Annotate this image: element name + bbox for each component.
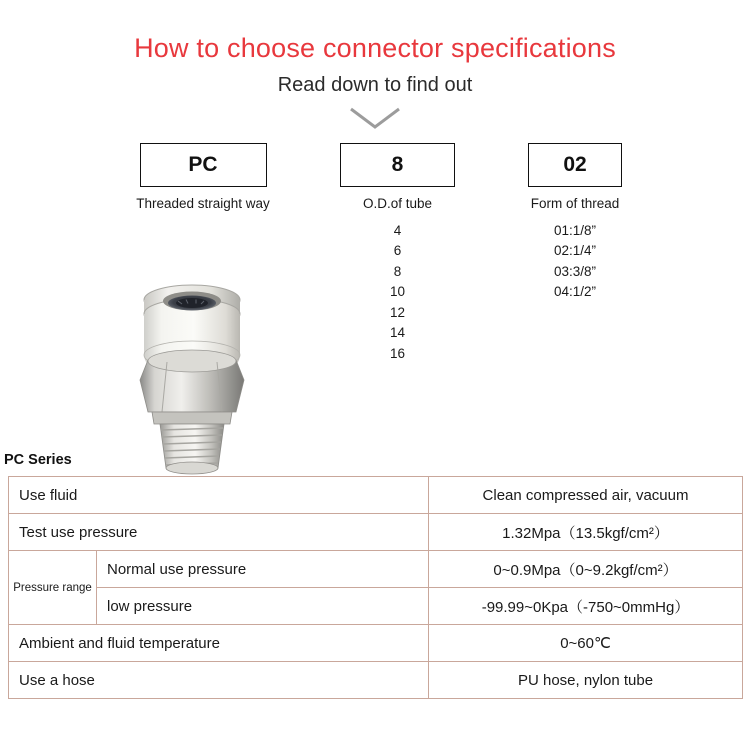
code-option: 16	[389, 345, 406, 361]
spec-value: 0~0.9Mpa（0~9.2kgf/cm²）	[429, 551, 743, 588]
code-option: 03:3/8”	[553, 263, 597, 279]
code-box-series: PC	[140, 143, 267, 187]
spec-value: 0~60℃	[429, 625, 743, 662]
code-column-series	[113, 143, 293, 211]
spec-table	[8, 476, 743, 699]
code-option: 12	[389, 304, 406, 320]
spec-label: Normal use pressure	[97, 551, 429, 588]
spec-value: Clean compressed air, vacuum	[429, 477, 743, 514]
spec-value: 1.32Mpa（13.5kgf/cm²）	[429, 514, 743, 551]
code-caption-series: Threaded straight way	[136, 195, 270, 211]
table-row	[9, 588, 743, 625]
spec-label: Ambient and fluid temperature	[9, 625, 429, 662]
header	[0, 0, 750, 131]
spec-label: Use a hose	[9, 662, 429, 699]
chevron-down-icon	[347, 105, 403, 131]
spec-group-label: Pressure range	[9, 551, 97, 625]
code-caption-tube-od: O.D.of tube	[362, 195, 433, 211]
code-option: 14	[389, 325, 406, 341]
code-option: 6	[393, 243, 402, 259]
spec-label: low pressure	[97, 588, 429, 625]
table-row	[9, 625, 743, 662]
page-subtitle: Read down to find out	[277, 73, 473, 96]
code-caption-thread-form: Form of thread	[530, 195, 620, 211]
code-option: 01:1/8”	[553, 222, 597, 238]
chevron-down-icon-wrap	[0, 105, 750, 131]
code-option: 10	[389, 284, 406, 300]
code-column-tube-od	[330, 143, 465, 365]
code-box-thread-form: 02	[528, 143, 622, 187]
code-option-list-tube-od	[330, 221, 465, 365]
code-option-list-thread-form	[554, 221, 596, 303]
spec-value: PU hose, nylon tube	[429, 662, 743, 699]
series-label: PC Series	[4, 452, 72, 468]
spec-value: -99.99~0Kpa（-750~0mmHg）	[429, 588, 743, 625]
spec-label: Use fluid	[9, 477, 429, 514]
spec-label: Test use pressure	[9, 514, 429, 551]
code-box-tube-od: 8	[340, 143, 455, 187]
code-column-thread-form	[500, 143, 650, 303]
table-row	[9, 551, 743, 588]
pneumatic-fitting-illustration	[112, 262, 292, 477]
code-option: 04:1/2”	[553, 284, 597, 300]
table-row	[9, 662, 743, 699]
code-option: 8	[393, 263, 402, 279]
page-title: How to choose connector specifications	[134, 33, 616, 63]
product-photo	[112, 262, 292, 477]
code-option: 4	[393, 222, 402, 238]
table-row	[9, 514, 743, 551]
table-row	[9, 477, 743, 514]
code-option: 02:1/4”	[553, 243, 597, 259]
